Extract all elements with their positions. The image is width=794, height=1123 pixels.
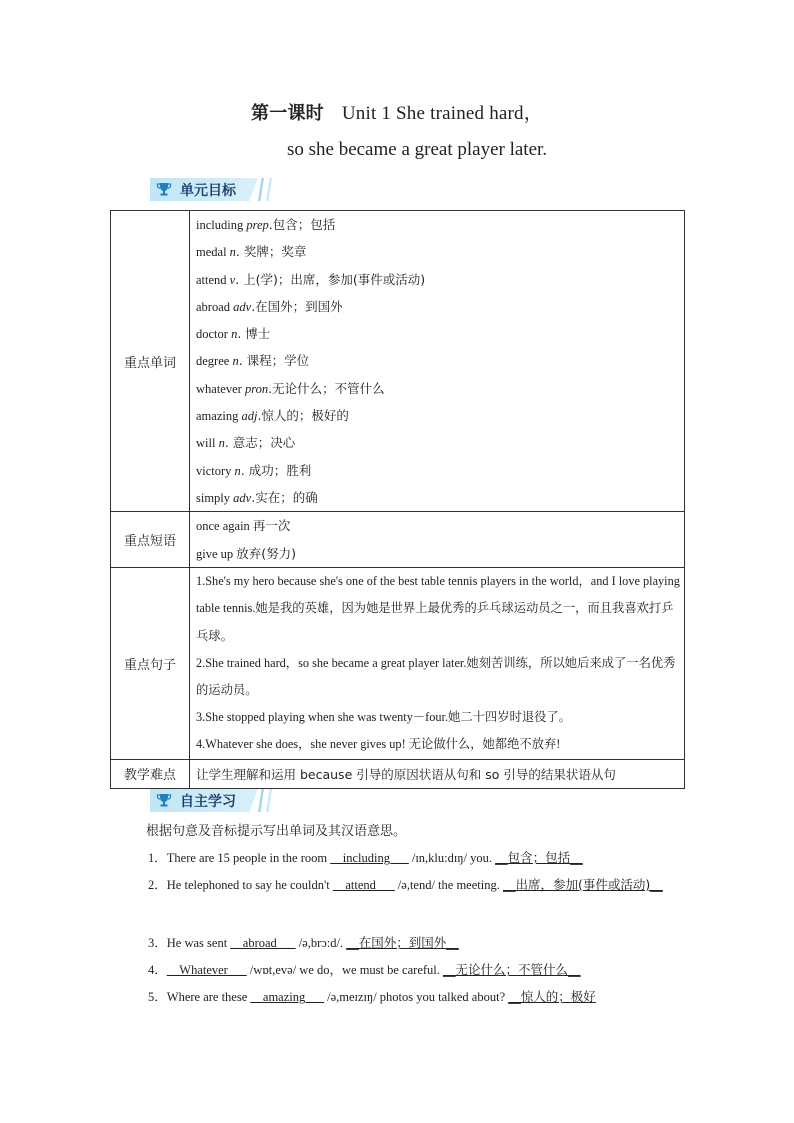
question-prefix: Where are these (166, 990, 251, 1004)
exercise-question (120, 956, 708, 984)
question-number: 3． (148, 936, 167, 950)
vocab-pos: adv (233, 299, 252, 314)
exercise-question (120, 929, 708, 957)
trophy-icon (156, 792, 172, 808)
question-answer: __Whatever___ (166, 963, 247, 977)
question-prefix: There are 15 people in the room (166, 851, 331, 865)
question-answer: __abroad___ (230, 936, 296, 950)
phrase-cn: 放弃(努力) (236, 545, 297, 561)
question-middle: /ɪn,klu:dɪŋ/ you. (408, 851, 496, 865)
vocab-pos: n (218, 436, 225, 451)
lesson-label: 第一课时 (251, 103, 324, 124)
question-middle: /ə,tend/ the meeting. (394, 878, 503, 892)
vocab-meaning: .包含；包括 (268, 217, 336, 232)
question-number: 5． (148, 990, 167, 1004)
section-label-goals: 单元目标 (180, 183, 236, 199)
difficulty-text: 让学生理解和运用 because 引导的原因状语从句和 so 引导的结果状语从句 (190, 759, 685, 788)
question-meaning: __在国外；到国外__ (346, 935, 459, 950)
vocab-meaning: .实在；的确 (251, 489, 318, 505)
vocab-item (196, 293, 684, 320)
vocab-item (196, 429, 684, 456)
vocab-word: including (196, 218, 247, 232)
question-middle: /ə,brɔ:d/. (295, 936, 347, 950)
vocab-pos: adj (241, 409, 258, 424)
trophy-icon (156, 181, 172, 197)
vocab-meaning: . 奖牌；奖章 (235, 244, 307, 260)
question-middle: /ə,meɪzɪŋ/ photos you talked about? (323, 990, 509, 1004)
phrase-item (196, 540, 684, 567)
sentence-item: 3.She stopped playing when she was twenty－four.她二十四岁时退役了。 (196, 710, 572, 725)
vocab-pos: n (234, 463, 241, 478)
question-prefix: He telephoned to say he couldn't (166, 878, 333, 892)
vocab-word: abroad (196, 299, 234, 314)
question-answer: __including___ (330, 851, 409, 865)
vocab-meaning: .在国外；到国外 (251, 298, 343, 314)
question-number: 4． (148, 963, 167, 977)
vocab-word: medal (196, 245, 230, 260)
goals-table (110, 210, 685, 789)
question-answer: __attend___ (332, 878, 395, 892)
vocab-word: doctor (196, 327, 232, 342)
section-badge-self-study (150, 789, 270, 812)
exercise-question (120, 983, 708, 1011)
vocab-item (196, 484, 684, 511)
vocab-pos: n (231, 327, 238, 342)
phrase-item (196, 512, 684, 539)
exercise-intro: 根据句意及音标提示写出单词及其汉语意思。 (146, 824, 407, 839)
question-meaning: __无论什么；不管什么__ (443, 962, 581, 977)
phrases-row (111, 512, 685, 568)
vocab-meaning: .惊人的；极好的 (257, 408, 349, 424)
page-title (0, 98, 794, 125)
section-badge-goals (150, 178, 270, 201)
question-number: 2． (148, 878, 167, 892)
difficulty-category: 教学难点 (111, 759, 190, 788)
vocab-word: degree (196, 354, 233, 369)
vocab-row (111, 211, 685, 512)
phrase-en: once again (196, 519, 250, 534)
question-answer: __amazing___ (250, 990, 324, 1004)
vocab-pos: n (232, 354, 239, 369)
question-meaning: __包含；包括__ (495, 850, 583, 865)
vocab-word: victory (196, 463, 235, 478)
vocab-item (196, 320, 684, 347)
section-label-self-study: 自主学习 (180, 794, 236, 810)
vocab-item (196, 375, 684, 402)
vocab-item (196, 211, 684, 238)
vocab-meaning: .无论什么；不管什么 (268, 380, 385, 396)
vocab-meaning: . 课程；学位 (238, 353, 310, 369)
vocab-word: will (196, 436, 219, 451)
vocab-word: whatever (196, 381, 245, 396)
phrase-en: give up (196, 546, 234, 561)
sentence-item: 4.Whatever she does，she never gives up! 无论做什么，她都绝不放弃! (196, 737, 561, 752)
title-line2: so she became a great player later. (286, 139, 548, 160)
sentences-list (190, 568, 685, 759)
question-middle: /wɒt,evə/ we do，we must be careful. (246, 963, 443, 977)
vocab-word: simply (196, 490, 234, 505)
vocab-word: attend (196, 272, 230, 287)
vocab-category: 重点单词 (111, 211, 190, 512)
sentence-item: 1.She's my hero because she's one of the best table tennis players in the world，and I love playing table tennis.她是我的英雄，因为她是世界上最优秀的乒乓球运动员之一，而且我喜欢打乒乓球。 (196, 574, 680, 643)
vocab-item (196, 238, 684, 265)
title-line1: Unit 1 She trained hard， (341, 103, 543, 124)
question-meaning: __出席，参加(事件或活动)__ (502, 877, 663, 892)
vocab-pos: n (229, 245, 236, 260)
phrases-category: 重点短语 (111, 512, 190, 568)
vocab-pos: prep (246, 218, 269, 232)
vocab-meaning: . 成功；胜利 (240, 462, 312, 478)
vocab-pos: adv (233, 490, 252, 505)
vocab-word: amazing (196, 409, 242, 424)
vocab-meaning: . 上(学)；出席，参加(事件或活动) (235, 271, 426, 287)
vocab-pos: v (229, 272, 236, 287)
phrase-cn: 再一次 (252, 518, 291, 534)
vocab-meaning: . 意志；决心 (224, 435, 296, 451)
question-prefix: He was sent (166, 936, 231, 950)
sentence-item: 2.She trained hard，so she became a great player later.她刻苦训练，所以她后来成了一名优秀的运动员。 (196, 655, 676, 698)
exercise-question (120, 844, 708, 872)
sentences-row (111, 568, 685, 759)
vocab-item (196, 402, 684, 429)
vocab-meaning: . 博士 (237, 326, 271, 342)
vocab-item (196, 347, 684, 374)
question-number: 1． (148, 851, 167, 865)
phrases-list (190, 512, 685, 568)
sentences-category: 重点句子 (111, 568, 190, 759)
vocab-pos: pron (244, 381, 269, 396)
exercise-question (120, 871, 680, 899)
vocab-item (196, 266, 684, 293)
question-meaning: __惊人的；极好 (508, 989, 596, 1004)
vocab-item (196, 457, 684, 484)
difficulty-row (111, 759, 685, 788)
vocab-list (190, 211, 685, 512)
